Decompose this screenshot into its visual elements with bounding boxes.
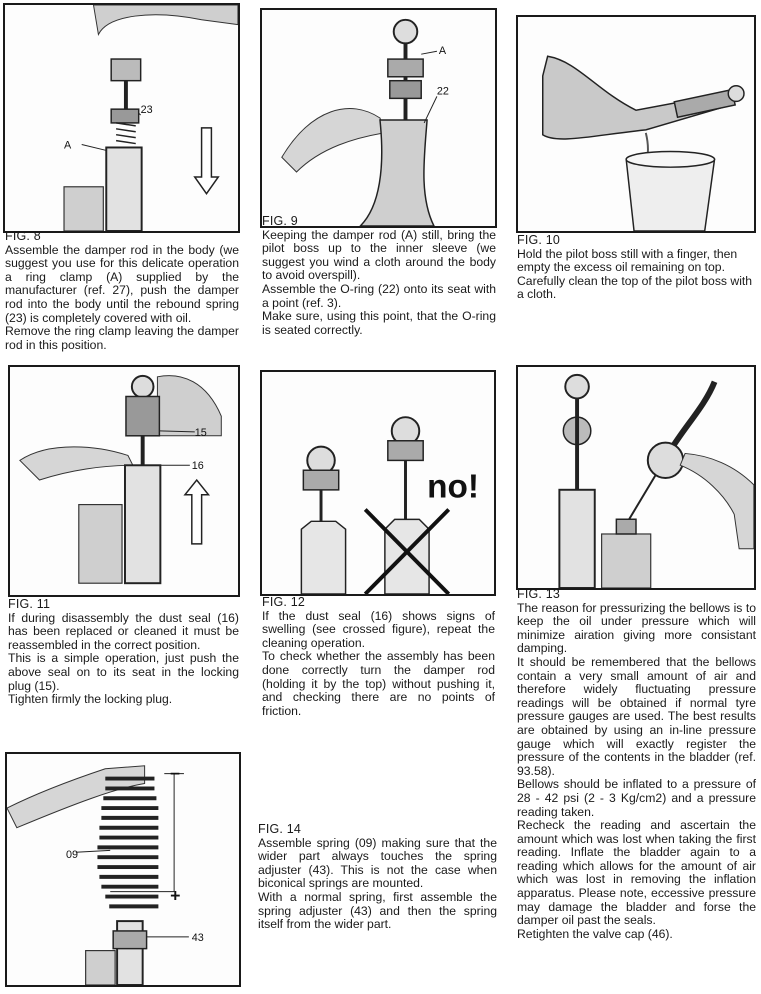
fig10-text: [517, 234, 755, 302]
fig8-text: [5, 230, 239, 352]
fig9-paragraph-2: Assemble the O-ring (22) onto its seat with a point (ref. 3).: [262, 281, 496, 310]
fig12-paragraph-1: If the dust seal (16) shows signs of swelling (see crossed figure), repeat the cleaning operation.: [262, 608, 495, 650]
fig13-caption: FIG. 13: [517, 587, 561, 601]
fig14-label-43: 43: [191, 931, 204, 944]
fig13-paragraph-4: Recheck the reading and ascertain the amount which was lost when taking the first reading. Inflate the bladder again to a reading which allows for the amount of air which was lost in removing the inflation apparatus. Please note, eccessive pressure may damage the bladder and forse the damper oil past the seals.: [517, 818, 756, 928]
fig11-label-16: 16: [191, 460, 204, 473]
fig13-paragraph-5: Retighten the valve cap (46).: [517, 926, 673, 941]
fig9-label-22: 22: [436, 85, 449, 98]
fig11-drawing: [10, 367, 238, 595]
fig11-illustration: [8, 365, 240, 597]
fig8-caption: FIG. 8: [5, 229, 41, 243]
fig11-paragraph-2: This is a simple operation, just push the above seal on to its seat in the locking plug (15).: [8, 651, 239, 693]
fig13-paragraph-3: Bellows should be inflated to a pressure of 28 - 42 psi (2 - 3 Kg/cm2) and a pressure reading taken.: [517, 777, 756, 819]
fig11-paragraph-3: Tighten firmly the locking plug.: [8, 692, 173, 707]
fig9-caption: FIG. 9: [262, 214, 298, 228]
fig14-paragraph-1: Assemble spring (09) making sure that the wider part always touches the spring adjuster (43). This is not the case when biconical springs are mounted.: [258, 835, 497, 891]
fig13-text: [517, 588, 756, 941]
fig12-caption: FIG. 12: [262, 595, 306, 609]
fig13-drawing: [518, 367, 754, 588]
fig13-paragraph-1: The reason for pressurizing the bellows is to keep the oil under pressure which will minimize airation giving more consistant damping.: [517, 600, 756, 656]
fig12-illustration: [260, 370, 496, 596]
fig8-illustration: [3, 3, 240, 233]
fig9-drawing: [262, 10, 495, 226]
fig12-paragraph-2: To check whether the assembly has been done correctly turn the damper rod (holding it by the top) without pushing it, and checking there are no points of friction.: [262, 649, 495, 718]
fig14-paragraph-2: With a normal spring, first assemble the spring adjuster (43) and then the spring itself from the wider part.: [258, 889, 497, 932]
fig8-label-23: 23: [140, 104, 153, 117]
fig11-caption: FIG. 11: [8, 597, 51, 611]
fig8-paragraph-1: Assemble the damper rod in the body (we suggest you use for this delicate operation a ring clamp (A) supplied by the manufacturer (ref. 27), push the damper rod into the body until the rebound spring (23) is completely covered with oil.: [5, 242, 239, 325]
fig9-text: [262, 215, 496, 337]
fig10-drawing: [518, 17, 754, 231]
fig8-drawing: [5, 5, 238, 231]
fig14-caption: FIG. 14: [258, 822, 302, 836]
fig12-no-label: no!: [427, 468, 480, 506]
fig13-paragraph-2: It should be remembered that the bellows contain a very small amount of air and therefore widely fluctuating pressure readings will be obtained if normal tyre pressure gauges are used. The best results are obtained by using an in-line pressure gauge which will exactly register the pressure of the contents in the bladder (ref. 93.58).: [517, 654, 756, 778]
fig13-illustration: [516, 365, 756, 590]
fig14-label-09: 09: [65, 849, 79, 862]
fig14-text: [258, 823, 497, 932]
fig8-label-a: A: [64, 139, 72, 152]
fig9-paragraph-1: Keeping the damper rod (A) still, bring the pilot boss up to the inner sleeve (we suggest you wind a cloth around the body to avoid overspill).: [262, 227, 496, 283]
fig11-label-15: 15: [194, 426, 207, 439]
fig12-text: [262, 596, 495, 718]
fig14-plus-label: +: [170, 885, 181, 906]
fig14-minus-label: –: [170, 762, 181, 783]
fig10-illustration: [516, 15, 756, 233]
fig8-paragraph-2: Remove the ring clamp leaving the damper rod in this position.: [5, 324, 239, 352]
fig9-illustration: [260, 8, 497, 228]
fig9-label-a: A: [438, 45, 447, 58]
fig14-illustration: [5, 752, 241, 987]
fig10-caption: FIG. 10: [517, 233, 561, 247]
fig11-text: [8, 598, 239, 707]
fig11-paragraph-1: If during disassembly the dust seal (16) has been replaced or cleaned it must be reassembled in the correct position.: [8, 610, 239, 652]
fig10-paragraph-1: Hold the pilot boss still with a finger, then empty the excess oil remaining on top.: [517, 246, 738, 275]
fig14-drawing: [7, 754, 239, 985]
fig12-drawing: [262, 372, 494, 594]
fig10-paragraph-2: Carefully clean the top of the pilot boss with a cloth.: [517, 273, 753, 302]
fig9-paragraph-3: Make sure, using this point, that the O-ring is seated correctly.: [262, 309, 496, 337]
